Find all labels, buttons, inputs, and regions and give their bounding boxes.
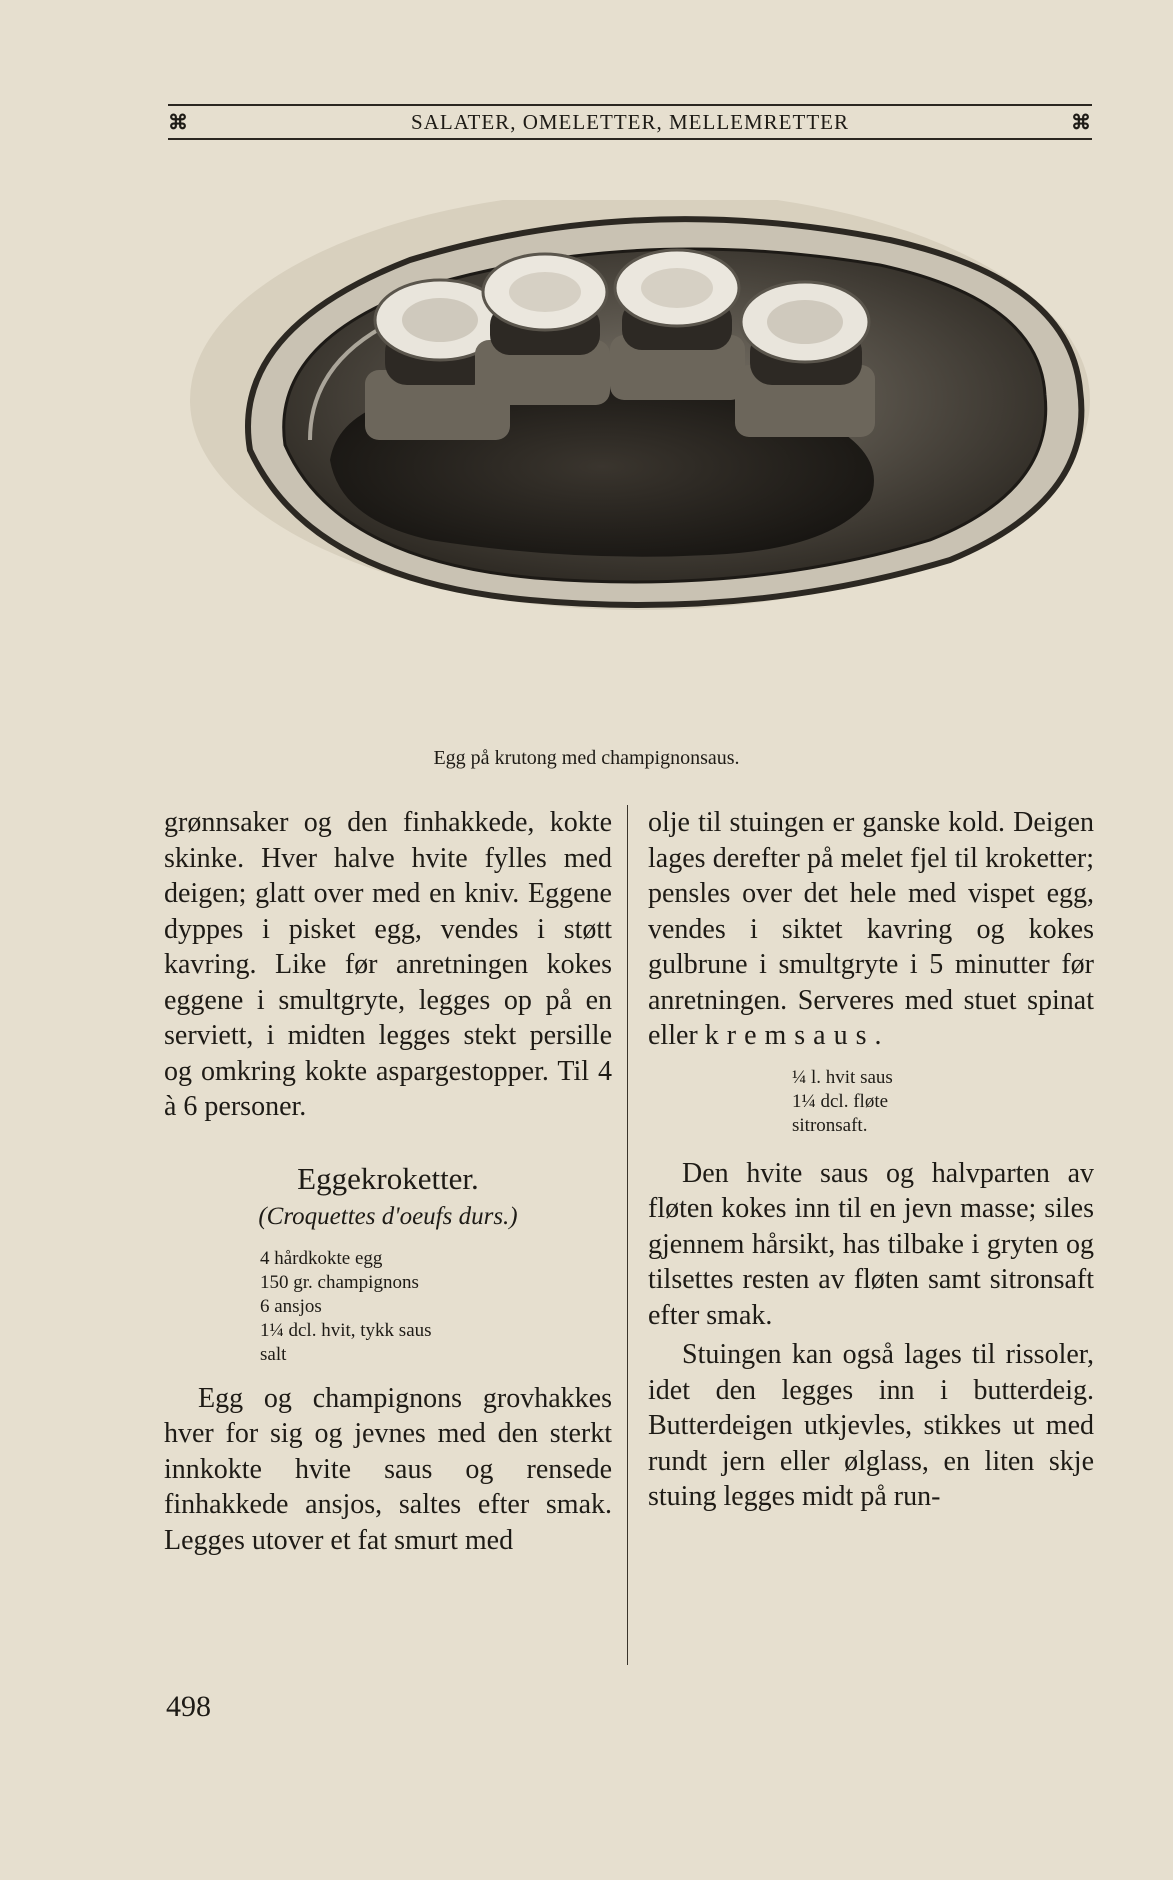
right-paragraph-2: Den hvite saus og halvparten av fløten kokes inn til en jevn masse; siles gjennem hårsikt, has tilbake i gryten og tilsettes resten av fløten samt sitronsaft efter smak. (648, 1157, 1094, 1331)
right-paragraph-1 (648, 805, 1094, 1054)
ingredient-item: salt (260, 1343, 287, 1365)
page-number: 498 (166, 1690, 211, 1723)
platter-photo (190, 200, 1090, 740)
left-paragraph-2: Egg og champignons grovhakkes hver for sig og jevnes med den sterkt innkokte hvite saus og rensede finhakkede ansjos, saltes efter smak. Legges utover et fat smurt med (164, 1382, 612, 1556)
spaced-word: kremsaus. (704, 1020, 890, 1051)
egg-crouton-2 (475, 254, 610, 405)
ingredient-item: 150 gr. champignons (260, 1271, 419, 1293)
header-rule-bottom (168, 138, 1092, 140)
right-paragraph-1-text: olje til stuingen er ganske kold. Deigen lages derefter på melet fjel til kroketter; pensles over det hele med vispet egg, vendes i siktet kavring og kokes gulbrune i smultgryte i 5 minutter før anretningen. Serveres med stuet spinat eller (648, 807, 1094, 1051)
left-paragraph-1: grønnsaker og den finhakkede, kokte skinke. Hver halve hvite fylles med deigen; glatt over med en kniv. Eggene dyppes i pisket egg, vendes i støtt kavring. Like før anretningen kokes eggene i smultgryte, legges op på en serviett, i midten legges stekt persille og omkring kokte aspargestopper. Til 4 à 6 personer. (164, 807, 612, 1122)
recipe-subheading: (Croquettes d'oeufs durs.) (258, 1202, 518, 1230)
sauce-ingredient-list (792, 1066, 1094, 1138)
ingredient-item: 4 hårdkokte egg (260, 1247, 383, 1269)
running-header (168, 106, 1092, 138)
recipe-heading: Eggekroketter. (297, 1160, 479, 1196)
egg-crouton-4 (735, 282, 875, 437)
ingredient-item: 6 ansjos (260, 1295, 322, 1317)
ornament-right: ⌘ (1071, 111, 1092, 134)
right-column (648, 805, 1094, 1515)
figure-caption: Egg på krutong med champignonsaus. (433, 747, 740, 769)
ingredient-item: sitronsaft. (792, 1114, 868, 1136)
running-title: SALATER, OMELETTER, MELLEMRETTER (411, 109, 849, 134)
ingredient-item: ¼ l. hvit saus (792, 1066, 893, 1088)
ingredient-item: 1¼ dcl. fløte (792, 1090, 889, 1112)
column-divider (627, 805, 628, 1665)
ingredient-item: 1¼ dcl. hvit, tykk saus (260, 1319, 432, 1341)
left-column (164, 805, 612, 1558)
ornament-left: ⌘ (168, 111, 189, 134)
right-paragraph-3: Stuingen kan også lages til rissoler, idet den legges inn i butterdeig. Butterdeigen utkjevles, stikkes ut med rundt jern eller ølglass, en liten skje stuing legges midt på run- (648, 1339, 1094, 1512)
egg-crouton-3 (610, 250, 745, 400)
ingredient-list (260, 1247, 612, 1367)
